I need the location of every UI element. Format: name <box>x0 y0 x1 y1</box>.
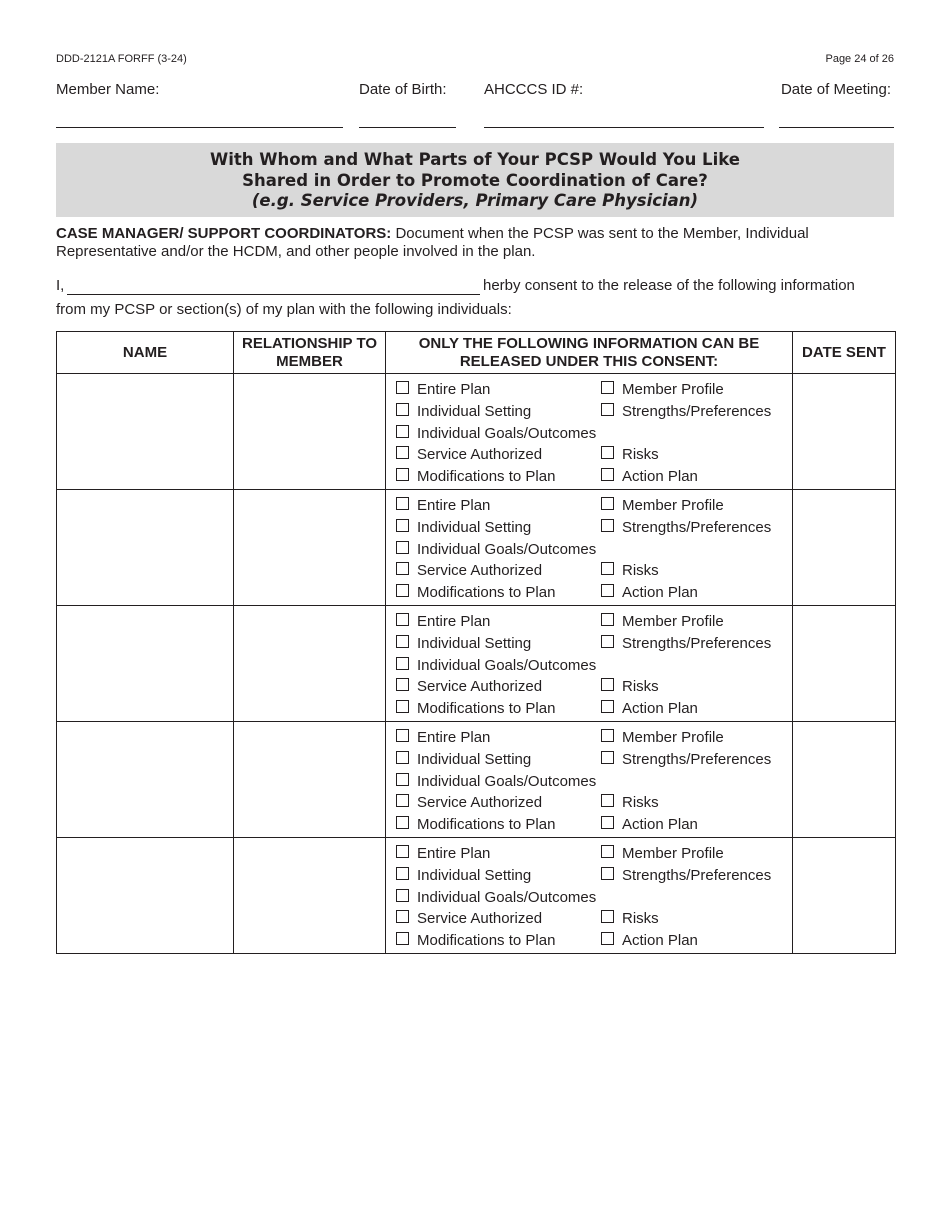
member-name-label: Member Name: <box>56 81 160 98</box>
checkbox[interactable] <box>396 794 409 807</box>
release-option[interactable] <box>396 496 490 514</box>
name-cell[interactable] <box>57 606 234 722</box>
release-option[interactable] <box>396 518 531 536</box>
name-cell[interactable] <box>57 838 234 954</box>
consent-name-field[interactable] <box>67 294 480 295</box>
checkbox[interactable] <box>396 816 409 829</box>
banner-line-2: Shared in Order to Promote Coordination of Care? <box>242 170 708 190</box>
release-option[interactable] <box>396 380 490 398</box>
checkbox[interactable] <box>396 635 409 648</box>
release-option[interactable] <box>396 634 531 652</box>
checkbox[interactable] <box>601 729 614 742</box>
release-option[interactable] <box>601 467 698 485</box>
release-option[interactable] <box>396 699 555 717</box>
name-cell[interactable] <box>57 374 234 490</box>
release-options <box>386 490 792 605</box>
release-option[interactable] <box>601 909 659 927</box>
release-option[interactable] <box>396 612 490 630</box>
col-name-header: NAME <box>57 332 234 374</box>
consent-suffix: herby consent to the release of the following information <box>483 277 855 294</box>
checkbox[interactable] <box>396 468 409 481</box>
member-name-field[interactable] <box>56 127 343 128</box>
checkbox[interactable] <box>601 446 614 459</box>
option-label: Strengths/Preferences <box>622 402 772 420</box>
option-label: Risks <box>622 909 659 927</box>
release-option[interactable] <box>396 540 596 558</box>
release-option[interactable] <box>601 445 659 463</box>
release-options <box>386 838 792 953</box>
option-label: Risks <box>622 561 659 579</box>
option-label: Entire Plan <box>417 728 491 746</box>
table-row <box>57 374 896 490</box>
consent-prefix: I, <box>56 277 65 294</box>
option-label: Entire Plan <box>417 380 491 398</box>
release-option[interactable] <box>396 445 542 463</box>
page-number: Page 24 of 26 <box>825 53 894 65</box>
checkbox[interactable] <box>396 657 409 670</box>
release-option[interactable] <box>396 750 531 768</box>
name-cell[interactable] <box>57 722 234 838</box>
release-option[interactable] <box>601 496 724 514</box>
checkbox[interactable] <box>396 497 409 510</box>
col-info-header: ONLY THE FOLLOWING INFORMATION CAN BE RELEASED UNDER THIS CONSENT: <box>386 332 793 374</box>
option-label: Member Profile <box>622 496 724 514</box>
option-label: Action Plan <box>622 815 698 833</box>
option-label: Member Profile <box>622 844 724 862</box>
option-label: Modifications to Plan <box>417 931 556 949</box>
release-option[interactable] <box>601 844 724 862</box>
release-option[interactable] <box>601 793 659 811</box>
option-label: Action Plan <box>622 467 698 485</box>
option-label: Service Authorized <box>417 561 543 579</box>
name-cell[interactable] <box>57 490 234 606</box>
checkbox[interactable] <box>396 751 409 764</box>
checkbox[interactable] <box>396 519 409 532</box>
option-label: Individual Goals/Outcomes <box>417 772 597 790</box>
consent-line-2: from my PCSP or section(s) of my plan with the following individuals: <box>56 301 512 318</box>
checkbox[interactable] <box>601 678 614 691</box>
checkbox[interactable] <box>601 584 614 597</box>
meeting-date-label: Date of Meeting: <box>780 81 891 98</box>
release-option[interactable] <box>601 866 771 884</box>
checkbox[interactable] <box>396 773 409 786</box>
checkbox[interactable] <box>396 678 409 691</box>
info-cell <box>386 374 793 490</box>
checkbox[interactable] <box>396 867 409 880</box>
release-option[interactable] <box>601 583 698 601</box>
option-label: Individual Setting <box>417 634 532 652</box>
release-options <box>386 606 792 721</box>
checkbox[interactable] <box>601 794 614 807</box>
release-option[interactable] <box>601 750 771 768</box>
checkbox[interactable] <box>601 751 614 764</box>
release-options <box>386 722 792 837</box>
option-label: Individual Setting <box>417 518 532 536</box>
checkbox[interactable] <box>396 584 409 597</box>
checkbox[interactable] <box>601 635 614 648</box>
checkbox[interactable] <box>601 403 614 416</box>
release-option[interactable] <box>601 380 724 398</box>
relationship-cell[interactable] <box>234 722 386 838</box>
ahcccs-field[interactable] <box>484 127 764 128</box>
instructions <box>56 225 896 261</box>
checkbox[interactable] <box>601 613 614 626</box>
option-label: Action Plan <box>622 699 698 717</box>
release-option[interactable] <box>396 772 596 790</box>
release-option[interactable] <box>396 931 555 949</box>
option-label: Service Authorized <box>417 909 543 927</box>
col-relationship-header: RELATIONSHIP TO MEMBER <box>234 332 386 374</box>
checkbox[interactable] <box>396 889 409 902</box>
checkbox[interactable] <box>396 562 409 575</box>
release-option[interactable] <box>396 909 542 927</box>
option-label: Individual Setting <box>417 402 532 420</box>
checkbox[interactable] <box>396 403 409 416</box>
relationship-cell[interactable] <box>234 490 386 606</box>
release-option[interactable] <box>601 612 724 630</box>
checkbox[interactable] <box>396 910 409 923</box>
checkbox[interactable] <box>601 700 614 713</box>
release-option[interactable] <box>396 583 555 601</box>
release-option[interactable] <box>601 561 659 579</box>
instructions-bold: CASE MANAGER/ SUPPORT COORDINATORS: <box>56 225 392 242</box>
option-label: Modifications to Plan <box>417 699 556 717</box>
checkbox[interactable] <box>396 700 409 713</box>
checkbox[interactable] <box>601 381 614 394</box>
option-label: Risks <box>622 677 659 695</box>
option-label: Entire Plan <box>417 496 491 514</box>
option-label: Modifications to Plan <box>417 467 556 485</box>
option-label: Individual Goals/Outcomes <box>417 656 597 674</box>
release-option[interactable] <box>396 677 542 695</box>
checkbox[interactable] <box>601 932 614 945</box>
checkbox[interactable] <box>396 613 409 626</box>
form-id: DDD-2121A FORFF (3-24) <box>56 53 187 65</box>
table-row <box>57 606 896 722</box>
option-label: Individual Goals/Outcomes <box>417 540 597 558</box>
release-option[interactable] <box>601 699 698 717</box>
banner-line-1: With Whom and What Parts of Your PCSP Would You Like <box>210 150 740 169</box>
option-label: Risks <box>622 793 659 811</box>
table-row <box>57 490 896 606</box>
release-option[interactable] <box>601 728 724 746</box>
option-label: Strengths/Preferences <box>622 634 772 652</box>
option-label: Entire Plan <box>417 612 491 630</box>
option-label: Action Plan <box>622 583 698 601</box>
checkbox[interactable] <box>601 867 614 880</box>
release-option[interactable] <box>396 728 490 746</box>
checkbox[interactable] <box>396 381 409 394</box>
release-option[interactable] <box>601 931 698 949</box>
release-option[interactable] <box>396 402 531 420</box>
date-sent-cell[interactable] <box>793 490 896 606</box>
option-label: Service Authorized <box>417 793 543 811</box>
option-label: Member Profile <box>622 612 724 630</box>
dob-label: Date of Birth: <box>359 81 447 98</box>
checkbox[interactable] <box>601 845 614 858</box>
option-label: Individual Goals/Outcomes <box>417 888 597 906</box>
info-cell <box>386 838 793 954</box>
section-banner <box>56 143 894 217</box>
checkbox[interactable] <box>396 729 409 742</box>
option-label: Individual Setting <box>417 866 532 884</box>
info-cell <box>386 490 793 606</box>
release-option[interactable] <box>601 518 771 536</box>
release-option[interactable] <box>396 888 596 906</box>
option-label: Modifications to Plan <box>417 583 556 601</box>
option-label: Member Profile <box>622 380 724 398</box>
release-option[interactable] <box>396 866 531 884</box>
option-label: Modifications to Plan <box>417 815 556 833</box>
checkbox[interactable] <box>601 468 614 481</box>
table-row <box>57 838 896 954</box>
option-label: Individual Setting <box>417 750 532 768</box>
relationship-cell[interactable] <box>234 606 386 722</box>
option-label: Service Authorized <box>417 445 543 463</box>
date-sent-cell[interactable] <box>793 722 896 838</box>
release-option[interactable] <box>396 561 542 579</box>
release-option[interactable] <box>396 844 490 862</box>
option-label: Entire Plan <box>417 844 491 862</box>
meeting-date-field[interactable] <box>779 127 894 128</box>
table-row <box>57 722 896 838</box>
checkbox[interactable] <box>601 562 614 575</box>
release-option[interactable] <box>601 677 659 695</box>
release-option[interactable] <box>396 467 555 485</box>
col-date-header: DATE SENT <box>793 332 896 374</box>
checkbox[interactable] <box>396 446 409 459</box>
checkbox[interactable] <box>396 845 409 858</box>
instructions-text: Document when the PCSP was sent to the Member, Individual Representative and/or the HCDM, and other people involved in the plan. <box>56 225 809 260</box>
option-label: Strengths/Preferences <box>622 866 772 884</box>
checkbox[interactable] <box>396 541 409 554</box>
checkbox[interactable] <box>601 816 614 829</box>
release-table <box>56 331 896 954</box>
option-label: Strengths/Preferences <box>622 518 772 536</box>
release-option[interactable] <box>396 815 555 833</box>
release-options <box>386 374 792 489</box>
dob-field[interactable] <box>359 127 456 128</box>
checkbox[interactable] <box>601 497 614 510</box>
date-sent-cell[interactable] <box>793 606 896 722</box>
date-sent-cell[interactable] <box>793 838 896 954</box>
checkbox[interactable] <box>396 932 409 945</box>
release-option[interactable] <box>396 793 542 811</box>
release-option[interactable] <box>601 634 771 652</box>
info-cell <box>386 722 793 838</box>
checkbox[interactable] <box>601 910 614 923</box>
option-label: Strengths/Preferences <box>622 750 772 768</box>
checkbox[interactable] <box>396 425 409 438</box>
header-row <box>57 332 896 374</box>
info-cell <box>386 606 793 722</box>
release-option[interactable] <box>601 815 698 833</box>
option-label: Service Authorized <box>417 677 543 695</box>
release-option[interactable] <box>396 656 596 674</box>
relationship-cell[interactable] <box>234 838 386 954</box>
release-option[interactable] <box>396 424 596 442</box>
option-label: Action Plan <box>622 931 698 949</box>
option-label: Member Profile <box>622 728 724 746</box>
option-label: Risks <box>622 445 659 463</box>
date-sent-cell[interactable] <box>793 374 896 490</box>
option-label: Individual Goals/Outcomes <box>417 424 597 442</box>
relationship-cell[interactable] <box>234 374 386 490</box>
release-option[interactable] <box>601 402 771 420</box>
ahcccs-label: AHCCCS ID #: <box>484 81 584 98</box>
checkbox[interactable] <box>601 519 614 532</box>
banner-line-3: (e.g. Service Providers, Primary Care Physician) <box>251 191 699 210</box>
